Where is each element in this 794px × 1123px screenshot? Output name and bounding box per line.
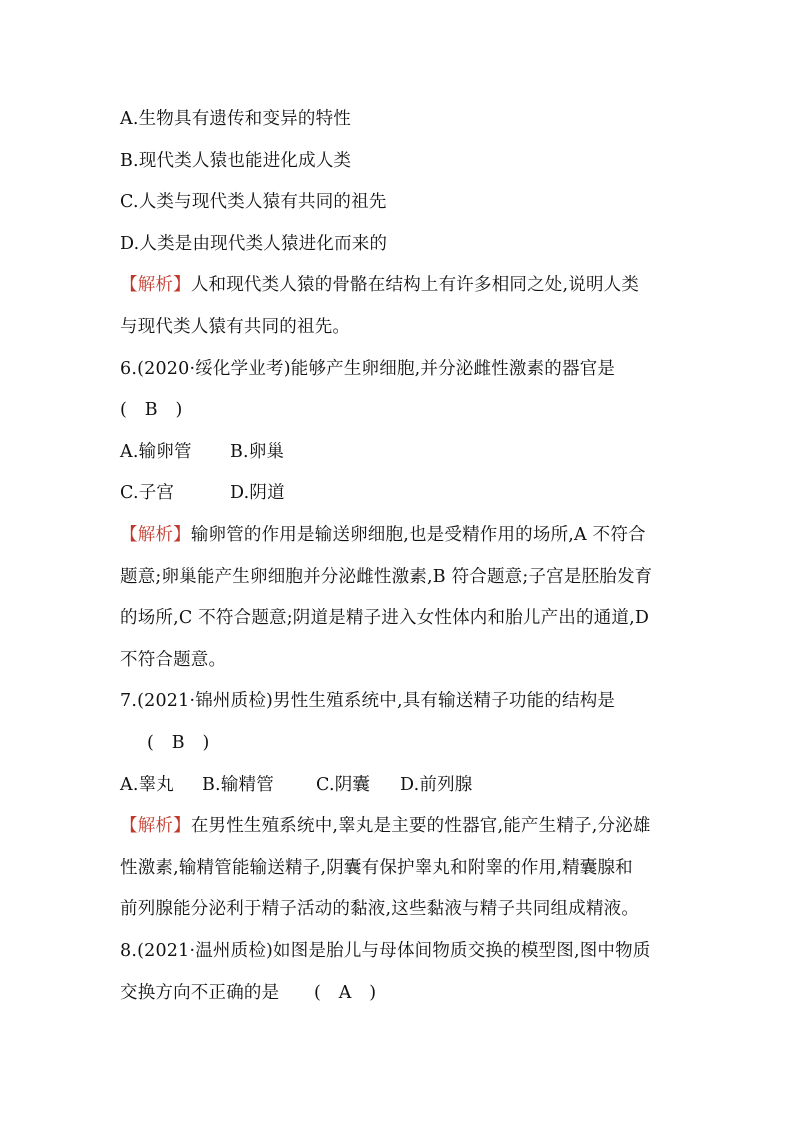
q5-analysis-line-1 [120,273,639,297]
q5-option-c: C.人类与现代类人猿有共同的祖先 [120,192,387,212]
q7-option-d: D.前列腺 [400,775,473,795]
q7-analysis-line-2: 性激素,输精管能输送精子,阴囊有保护睾丸和附睾的作用,精囊腺和 [120,858,633,878]
q8-stem-text: 交换方向不正确的是 [120,983,280,1003]
analysis-tag: 【解析】 [120,525,191,545]
q5-option-a: A.生物具有遗传和变异的特性 [120,109,351,129]
q8-answer: ( A ) [314,983,377,1003]
q7-option-b: B.输精管 [202,775,274,795]
q6-option-c: C.子宫 [120,483,175,503]
q5-option-d: D.人类是由现代类人猿进化而来的 [120,234,388,254]
q7-option-c: C.阴囊 [316,775,371,795]
q6-analysis-line-1 [120,523,646,547]
q5-analysis-line-2: 与现代类人猿有共同的祖先。 [120,317,351,337]
q7-options-row [120,773,472,797]
q7-answer: ( B ) [147,733,210,753]
q6-option-d: D.阴道 [230,483,285,503]
q6-option-b: B.卵巢 [230,442,285,462]
q6-options-row-1 [120,440,284,464]
q8-stem-line-2 [120,981,376,1005]
q8-stem: 8.(2021·温州质检)如图是胎儿与母体间物质交换的模型图,图中物质 [120,941,651,961]
q6-answer: ( B ) [120,400,183,420]
q6-option-a: A.输卵管 [120,442,192,462]
q6-stem: 6.(2020·绥化学业考)能够产生卵细胞,并分泌雌性激素的器官是 [120,359,616,379]
q6-analysis-line-3: 的场所,C 不符合题意;阴道是精子进入女性体内和胎儿产出的通道,D [120,608,650,628]
q6-analysis-line-4: 不符合题意。 [120,650,227,670]
analysis-tag: 【解析】 [120,275,191,295]
analysis-text: 输卵管的作用是输送卵细胞,也是受精作用的场所,A 不符合 [190,525,646,545]
q7-analysis-line-1 [120,814,651,838]
q6-options-row-2 [120,481,285,505]
q5-option-b: B.现代类人猿也能进化成人类 [120,151,352,171]
q7-stem: 7.(2021·锦州质检)男性生殖系统中,具有输送精子功能的结构是 [120,691,616,711]
q6-analysis-line-2: 题意;卵巢能产生卵细胞并分泌雌性激素,B 符合题意;子宫是胚胎发育 [120,567,653,587]
analysis-text: 在男性生殖系统中,睾丸是主要的性器官,能产生精子,分泌雄 [190,816,651,836]
q7-analysis-line-3: 前列腺能分泌利于精子活动的黏液,这些黏液与精子共同组成精液。 [120,899,640,919]
analysis-tag: 【解析】 [120,816,191,836]
q7-option-a: A.睾丸 [120,775,175,795]
analysis-text: 人和现代类人猿的骨骼在结构上有许多相同之处,说明人类 [190,275,640,295]
